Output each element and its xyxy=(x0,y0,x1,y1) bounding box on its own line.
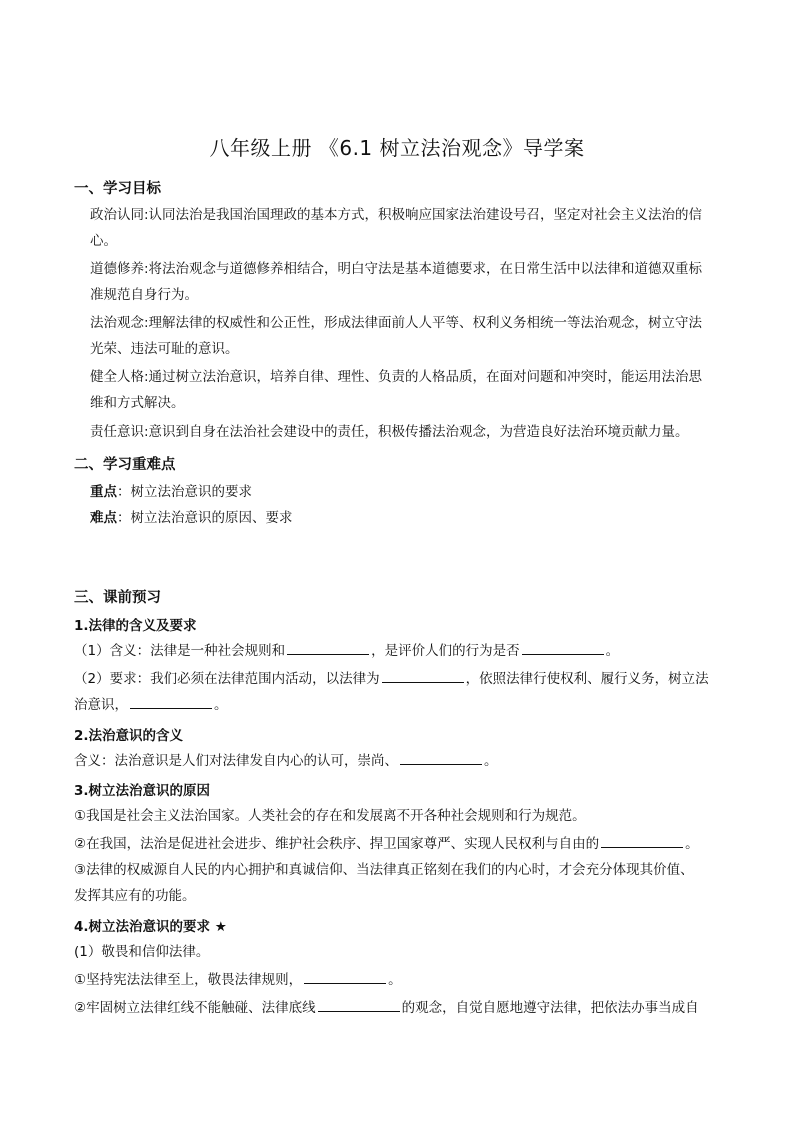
paragraph-line: 准规范自身行为。 xyxy=(90,287,198,303)
question-2-line xyxy=(74,748,734,774)
text-segment: 。 xyxy=(605,643,620,659)
paragraph-line: 政治认同:认同法治是我国治国理政的基本方式，积极响应国家法治建设号召，坚定对社会主义法治的信 xyxy=(90,207,703,223)
text-segment: 。 xyxy=(484,753,498,769)
difficult-point-label: 难点 xyxy=(90,510,117,526)
question-1-line-3 xyxy=(74,692,734,718)
question-3-line-3: ③法律的权威源自人民的内心拥护和真诚信仰、当法律真正铭刻在我们的内心时，才会充分体现其价值、 xyxy=(74,862,694,878)
section-heading-goals: 一、学习目标 xyxy=(74,181,161,197)
text-segment: 治意识， xyxy=(74,697,128,713)
text-segment: （2）要求：我们必须在法律范围内活动，以法律为 xyxy=(74,671,380,687)
fill-blank[interactable] xyxy=(304,971,386,984)
question-4-line-3 xyxy=(74,995,739,1021)
text-segment: ①坚持宪法法律至上，敬畏法律规则， xyxy=(74,972,303,988)
page-title: 八年级上册 《6.1 树立法治观念》导学案 xyxy=(209,136,585,160)
question-2-title: 2.法治意识的含义 xyxy=(74,728,184,744)
fill-blank[interactable] xyxy=(318,999,400,1012)
key-point-line xyxy=(90,479,730,505)
goal-political-identity xyxy=(90,202,730,254)
text-segment: 。 xyxy=(214,697,228,713)
goal-moral-cultivation xyxy=(90,256,730,308)
text-segment: （1）含义：法律是一种社会规则和 xyxy=(74,643,286,659)
question-3-title: 3.树立法治意识的原因 xyxy=(74,783,211,799)
question-4-title: 4.树立法治意识的要求 ★ xyxy=(74,919,227,935)
key-point-text: ：树立法治意识的要求 xyxy=(117,484,252,500)
question-1-line-2 xyxy=(74,666,734,692)
question-1-title: 1.法律的含义及要求 xyxy=(74,618,197,634)
paragraph-line: 维和方式解决。 xyxy=(90,395,185,411)
difficult-point-line xyxy=(90,505,730,531)
text-segment: ②在我国，法治是促进社会进步、维护社会秩序、捍卫国家尊严、实现人民权利与自由的 xyxy=(74,836,600,852)
fill-blank[interactable] xyxy=(601,835,683,848)
goal-sound-personality xyxy=(90,364,730,416)
paragraph-line: 责任意识:意识到自身在法治社会建设中的责任，积极传播法治观念，为营造良好法治环境贡献力量。 xyxy=(90,424,689,440)
text-segment: 含义：法治意识是人们对法律发自内心的认可，崇尚、 xyxy=(74,753,398,769)
fill-blank[interactable] xyxy=(400,752,482,765)
question-3-line-1: ①我国是社会主义法治国家。人类社会的存在和发展离不开各种社会规则和行为规范。 xyxy=(74,808,586,824)
question-3-line-4: 发挥其应有的功能。 xyxy=(74,888,196,904)
paragraph-line: 光荣、违法可耻的意识。 xyxy=(90,341,239,357)
fill-blank[interactable] xyxy=(130,696,212,709)
goal-responsibility xyxy=(90,419,730,445)
text-segment: ，是评价人们的行为是否 xyxy=(371,643,520,659)
difficult-point-text: ：树立法治意识的原因、要求 xyxy=(117,510,293,526)
fill-blank[interactable] xyxy=(522,642,604,655)
text-segment: ②牢固树立法律红线不能触碰、法律底线 xyxy=(74,1000,316,1016)
section-heading-preview: 三、课前预习 xyxy=(74,590,161,606)
text-segment: 。 xyxy=(685,836,699,852)
section-heading-key-points: 二、学习重难点 xyxy=(74,457,176,473)
paragraph-line: 健全人格:通过树立法治意识，培养自律、理性、负责的人格品质，在面对问题和冲突时，能运用法治思 xyxy=(90,369,703,385)
paragraph-line: 道德修养:将法治观念与道德修养相结合，明白守法是基本道德要求，在日常生活中以法律和道德双重标 xyxy=(90,261,703,277)
paragraph-line: 心。 xyxy=(90,233,117,249)
text-segment: 。 xyxy=(388,972,402,988)
fill-blank[interactable] xyxy=(287,642,369,655)
question-4-line-2 xyxy=(74,967,734,993)
text-segment: 的观念，自觉自愿地遵守法律，把依法办事当成自 xyxy=(401,1000,699,1016)
key-point-label: 重点 xyxy=(90,484,117,500)
question-3-line-2 xyxy=(74,831,734,857)
question-4-line-1: (1）敬畏和信仰法律。 xyxy=(74,944,210,960)
fill-blank[interactable] xyxy=(382,670,464,683)
question-1-line-1 xyxy=(74,638,734,664)
text-segment: ，依照法律行使权利、履行义务，树立法 xyxy=(465,671,709,687)
paragraph-line: 法治观念:理解法律的权威性和公正性，形成法律面前人人平等、权利义务相统一等法治观念，树立守法 xyxy=(90,315,703,331)
goal-rule-of-law xyxy=(90,310,730,362)
